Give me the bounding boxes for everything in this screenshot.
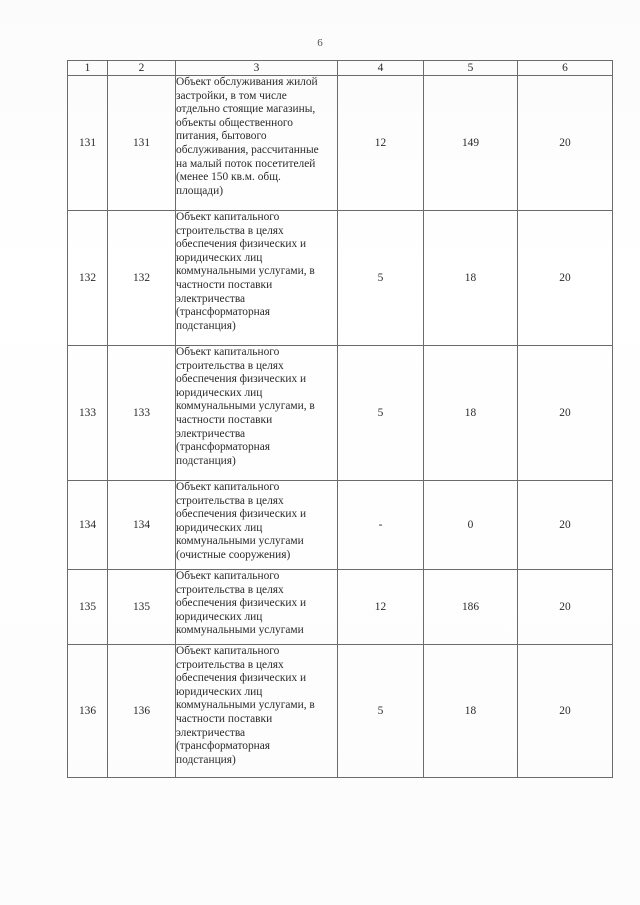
- header-col-1: 1: [68, 61, 108, 76]
- cell-index: 134: [68, 481, 108, 570]
- cell-object-name: Объект капитального строительства в целях обеспечения физических и юридических лиц коммунальными услугами, в частности поставки электричества (трансформаторная подстанция): [176, 211, 338, 346]
- cell-col-4: 5: [338, 645, 424, 778]
- header-col-3: 3: [176, 61, 338, 76]
- cell-index: 133: [68, 346, 108, 481]
- cell-col-6: 20: [518, 211, 613, 346]
- cell-number: 133: [108, 346, 176, 481]
- table-row: [68, 570, 613, 645]
- cell-number: 134: [108, 481, 176, 570]
- cell-col-6: 20: [518, 76, 613, 211]
- cell-col-5: 149: [424, 76, 518, 211]
- cell-object-name: Объект обслуживания жилой застройки, в том числе отдельно стоящие магазины, объекты общественного питания, бытового обслуживания, рассчитанные на малый поток посетителей (менее 150 кв.м. общ. площади): [176, 76, 338, 211]
- cell-col-5: 18: [424, 346, 518, 481]
- cell-index: 136: [68, 645, 108, 778]
- table-row: [68, 346, 613, 481]
- cell-col-5: 18: [424, 645, 518, 778]
- header-col-4: 4: [338, 61, 424, 76]
- header-col-2: 2: [108, 61, 176, 76]
- header-col-6: 6: [518, 61, 613, 76]
- cell-col-4: 12: [338, 76, 424, 211]
- cell-number: 132: [108, 211, 176, 346]
- cell-col-4: 12: [338, 570, 424, 645]
- header-col-5: 5: [424, 61, 518, 76]
- cell-index: 132: [68, 211, 108, 346]
- table-row: [68, 211, 613, 346]
- data-table: [67, 60, 613, 778]
- cell-col-6: 20: [518, 570, 613, 645]
- cell-number: 136: [108, 645, 176, 778]
- cell-index: 135: [68, 570, 108, 645]
- cell-col-4: -: [338, 481, 424, 570]
- page-number: 6: [317, 37, 323, 49]
- cell-col-5: 0: [424, 481, 518, 570]
- cell-number: 131: [108, 76, 176, 211]
- cell-number: 135: [108, 570, 176, 645]
- cell-col-5: 186: [424, 570, 518, 645]
- cell-object-name: Объект капитального строительства в целях обеспечения физических и юридических лиц коммунальными услугами: [176, 570, 338, 645]
- cell-object-name: Объект капитального строительства в целях обеспечения физических и юридических лиц коммунальными услугами, в частности поставки электричества (трансформаторная подстанция): [176, 645, 338, 778]
- table-header-row: [68, 61, 613, 76]
- cell-col-6: 20: [518, 645, 613, 778]
- cell-col-6: 20: [518, 481, 613, 570]
- cell-col-4: 5: [338, 211, 424, 346]
- cell-index: 131: [68, 76, 108, 211]
- table-row: [68, 76, 613, 211]
- cell-col-6: 20: [518, 346, 613, 481]
- table-row: [68, 481, 613, 570]
- table-row: [68, 645, 613, 778]
- cell-object-name: Объект капитального строительства в целях обеспечения физических и юридических лиц коммунальными услугами (очистные сооружения): [176, 481, 338, 570]
- cell-object-name: Объект капитального строительства в целях обеспечения физических и юридических лиц коммунальными услугами, в частности поставки электричества (трансформаторная подстанция): [176, 346, 338, 481]
- cell-col-5: 18: [424, 211, 518, 346]
- cell-col-4: 5: [338, 346, 424, 481]
